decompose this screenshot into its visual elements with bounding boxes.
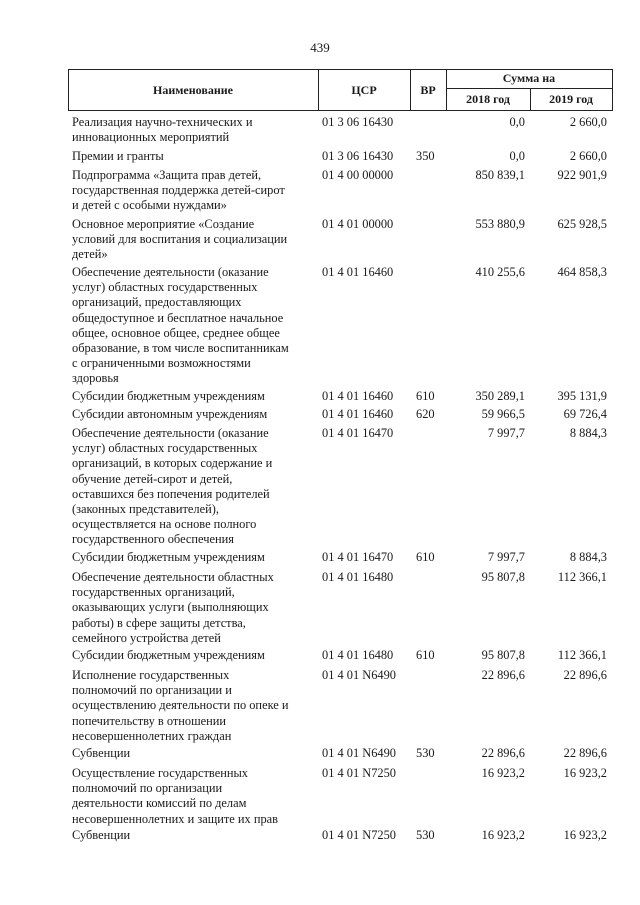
row-2019: 112 366,1: [557, 570, 607, 584]
row-csr: 01 4 01 N7250: [322, 828, 396, 842]
row-2018: 22 896,6: [481, 746, 525, 760]
row-2019: 112 366,1: [557, 648, 607, 662]
row-csr: 01 3 06 16430: [322, 115, 394, 129]
header-bottom-border: [68, 110, 613, 111]
row-2018: 95 807,8: [481, 648, 525, 662]
row-2019: 69 726,4: [563, 407, 607, 421]
header-year-2018: 2018 год: [466, 92, 510, 106]
row-2018: 59 966,5: [481, 407, 525, 421]
row-name: Исполнение государственных полномочий по организации и осуществлению деятельности по опеке и попечительству в отношении несовершеннолетних граждан: [72, 668, 289, 743]
row-2019: 16 923,2: [563, 828, 607, 842]
row-csr: 01 4 01 16460: [322, 265, 394, 279]
row-csr: 01 4 01 16460: [322, 407, 394, 421]
row-2019: 625 928,5: [557, 217, 607, 231]
row-name: Основное мероприятие «Создание условий для воспитания и социализации детей»: [72, 217, 288, 262]
row-2019: 22 896,6: [563, 746, 607, 760]
row-name: Подпрограмма «Защита прав детей, государственная поддержка детей-сирот и детей с особыми нуждами»: [72, 168, 285, 213]
row-name: Субвенции: [72, 746, 131, 760]
row-vr: 350: [416, 149, 435, 163]
row-vr: 610: [416, 550, 435, 564]
header-name: Наименование: [153, 83, 233, 97]
row-vr: 610: [416, 648, 435, 662]
row-name: Субсидии бюджетным учреждениям: [72, 648, 265, 662]
row-2019: 8 884,3: [569, 426, 607, 440]
row-2019: 8 884,3: [569, 550, 607, 564]
row-2018: 7 997,7: [487, 550, 525, 564]
row-csr: 01 4 01 16480: [322, 570, 394, 584]
header-sum: Сумма на: [502, 71, 556, 85]
header-csr: ЦСР: [351, 83, 377, 97]
row-name: Обеспечение деятельности областных государственных организаций, оказывающих услуги (выполняющих работы) в сфере защиты детства, семейного устройства детей: [72, 570, 274, 645]
row-name: Премии и гранты: [72, 149, 164, 163]
row-name: Осуществление государственных полномочий по организации деятельности комиссий по делам несовершеннолетних и защите их прав: [72, 766, 279, 826]
row-csr: 01 4 01 N6490: [322, 668, 396, 682]
row-2019: 22 896,6: [563, 668, 607, 682]
row-vr: 530: [416, 828, 435, 842]
row-name: Субвенции: [72, 828, 131, 842]
row-2018: 0,0: [509, 149, 525, 163]
row-2019: 16 923,2: [563, 766, 607, 780]
header-top-border: [68, 69, 613, 70]
row-name: Реализация научно-технических и инновационных мероприятий: [72, 115, 253, 145]
row-csr: 01 4 01 N6490: [322, 746, 396, 760]
row-2019: 922 901,9: [557, 168, 607, 182]
row-csr: 01 4 01 N7250: [322, 766, 396, 780]
row-name: Субсидии бюджетным учреждениям: [72, 550, 265, 564]
row-2018: 0,0: [509, 115, 525, 129]
row-2018: 16 923,2: [481, 766, 525, 780]
row-csr: 01 4 01 16470: [322, 426, 394, 440]
header-year-2019: 2019 год: [549, 92, 593, 106]
row-2018: 410 255,6: [475, 265, 525, 279]
page-number: 439: [310, 40, 330, 55]
row-csr: 01 3 06 16430: [322, 149, 394, 163]
header-right-border: [612, 69, 613, 111]
row-2018: 7 997,7: [487, 426, 525, 440]
row-csr: 01 4 01 16470: [322, 550, 394, 564]
row-2018: 850 839,1: [475, 168, 525, 182]
row-vr: 610: [416, 389, 435, 403]
row-name: Субсидии автономным учреждениям: [72, 407, 268, 421]
row-2018: 95 807,8: [481, 570, 525, 584]
row-2019: 464 858,3: [557, 265, 607, 279]
row-name: Обеспечение деятельности (оказание услуг) областных государственных организаций, в которых содержание и обучение детей-сирот и детей, оставшихся без попечения родителей (законных представителей), осуществляется на основе полного государственного обеспечения: [72, 426, 273, 547]
row-vr: 620: [416, 407, 435, 421]
row-2019: 395 131,9: [557, 389, 607, 403]
row-csr: 01 4 01 16460: [322, 389, 394, 403]
row-name: Субсидии бюджетным учреждениям: [72, 389, 265, 403]
row-2019: 2 660,0: [569, 149, 607, 163]
row-csr: 01 4 01 16480: [322, 648, 394, 662]
row-2018: 16 923,2: [481, 828, 525, 842]
row-csr: 01 4 00 00000: [322, 168, 394, 182]
row-2018: 350 289,1: [475, 389, 525, 403]
row-2018: 22 896,6: [481, 668, 525, 682]
row-csr: 01 4 01 00000: [322, 217, 394, 231]
row-2019: 2 660,0: [569, 115, 607, 129]
row-name: Обеспечение деятельности (оказание услуг) областных государственных организаций, предоставляющих общедоступное и бесплатное начальное общее, основное общее, среднее общее образование, в том числе воспитанникам с ограниченными возможностями здоровья: [72, 265, 289, 386]
row-vr: 530: [416, 746, 435, 760]
row-2018: 553 880,9: [475, 217, 525, 231]
header-vr: ВР: [420, 83, 436, 97]
